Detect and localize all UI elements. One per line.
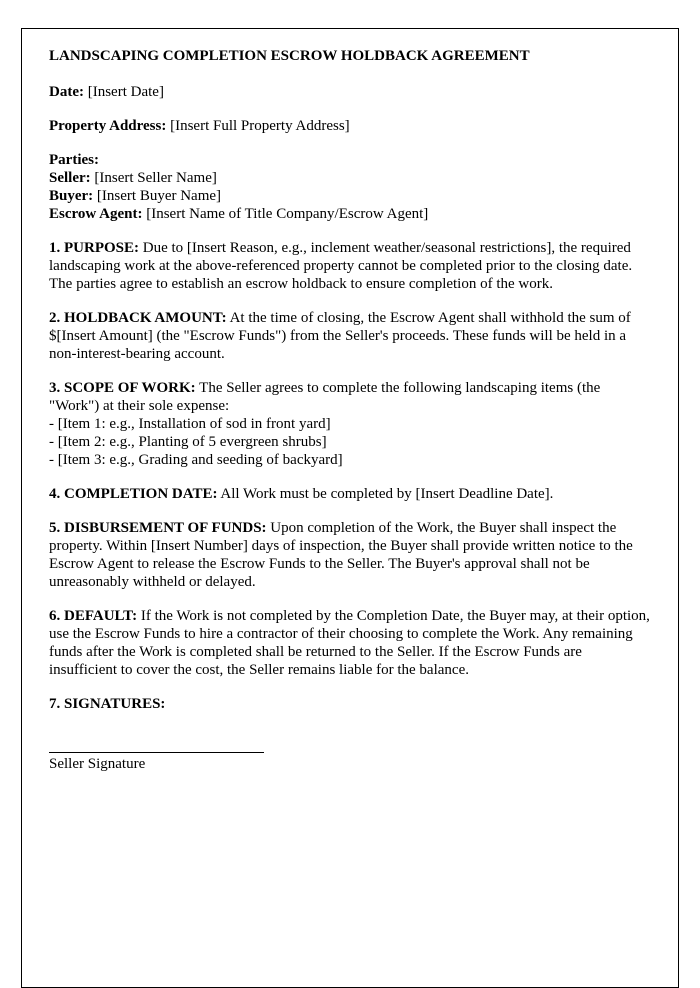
document-frame <box>21 28 679 988</box>
section-scope-of-work <box>49 379 651 415</box>
buyer-line <box>49 187 651 205</box>
section-holdback-amount <box>49 309 651 363</box>
scope-item-3: - [Item 3: e.g., Grading and seeding of backyard] <box>49 452 343 468</box>
seller-label: Seller: <box>49 170 91 186</box>
section-signatures <box>49 695 651 713</box>
seller-value: [Insert Seller Name] <box>90 170 217 186</box>
buyer-value: [Insert Buyer Name] <box>93 188 222 204</box>
document-title: LANDSCAPING COMPLETION ESCROW HOLDBACK AGREEMENT <box>49 48 530 64</box>
scope-item-1: - [Item 1: e.g., Installation of sod in front yard] <box>49 416 331 432</box>
date-value: [Insert Date] <box>83 84 164 100</box>
section-completion-date <box>49 485 651 503</box>
section-signatures-label: 7. SIGNATURES: <box>49 696 166 712</box>
scope-item-2: - [Item 2: e.g., Planting of 5 evergreen shrubs] <box>49 434 327 450</box>
parties-block <box>49 151 651 223</box>
section-default-body: If the Work is not completed by the Completion Date, the Buyer may, at their option, use the Escrow Funds to hire a contractor of their choosing to complete the Work. Any remaining funds after the Work is completed shall be returned to the Seller. If the Escrow Funds are insufficient to cover the cost, the Seller remains liable for the balance. <box>49 608 650 678</box>
seller-signature-line <box>49 752 264 753</box>
section-completion-date-body: All Work must be completed by [Insert Deadline Date]. <box>217 486 554 502</box>
escrow-agent-line <box>49 205 651 223</box>
section-completion-date-label: 4. COMPLETION DATE: <box>49 486 218 502</box>
escrow-agent-value: [Insert Name of Title Company/Escrow Agent] <box>142 206 429 222</box>
section-disbursement <box>49 519 651 591</box>
property-address-value: [Insert Full Property Address] <box>166 118 350 134</box>
seller-signature-caption: Seller Signature <box>49 756 146 772</box>
section-disbursement-label: 5. DISBURSEMENT OF FUNDS: <box>49 520 267 536</box>
section-default <box>49 607 651 679</box>
section-default-label: 6. DEFAULT: <box>49 608 138 624</box>
property-address-line <box>49 117 651 135</box>
section-holdback-amount-body: At the time of closing, the Escrow Agent shall withhold the sum of $[Insert Amount] (the "Escrow Funds") from the Seller's proceeds. These funds will be held in a non-interest-bearing account. <box>49 310 631 362</box>
section-purpose-label: 1. PURPOSE: <box>49 240 139 256</box>
parties-heading-label: Parties: <box>49 152 99 168</box>
section-scope-of-work-body: The Seller agrees to complete the following landscaping items (the "Work") at their sole expense: <box>49 380 601 414</box>
escrow-agent-label: Escrow Agent: <box>49 206 143 222</box>
section-purpose-body: Due to [Insert Reason, e.g., inclement weather/seasonal restrictions], the required landscaping work at the above-referenced property cannot be completed prior to the closing date. The parties agree to establish an escrow holdback to ensure completion of the work. <box>49 240 633 292</box>
section-scope-of-work-label: 3. SCOPE OF WORK: <box>49 380 196 396</box>
property-address-label: Property Address: <box>49 118 167 134</box>
buyer-label: Buyer: <box>49 188 94 204</box>
date-label: Date: <box>49 84 84 100</box>
section-holdback-amount-label: 2. HOLDBACK AMOUNT: <box>49 310 227 326</box>
date-line <box>49 83 651 101</box>
seller-line <box>49 169 651 187</box>
parties-heading <box>49 151 651 169</box>
section-purpose <box>49 239 651 293</box>
section-disbursement-body: Upon completion of the Work, the Buyer shall inspect the property. Within [Insert Number] days of inspection, the Buyer shall provide written notice to the Escrow Agent to release the Escrow Funds to the Seller. The Buyer's approval shall not be unreasonably withheld or delayed. <box>49 520 633 590</box>
